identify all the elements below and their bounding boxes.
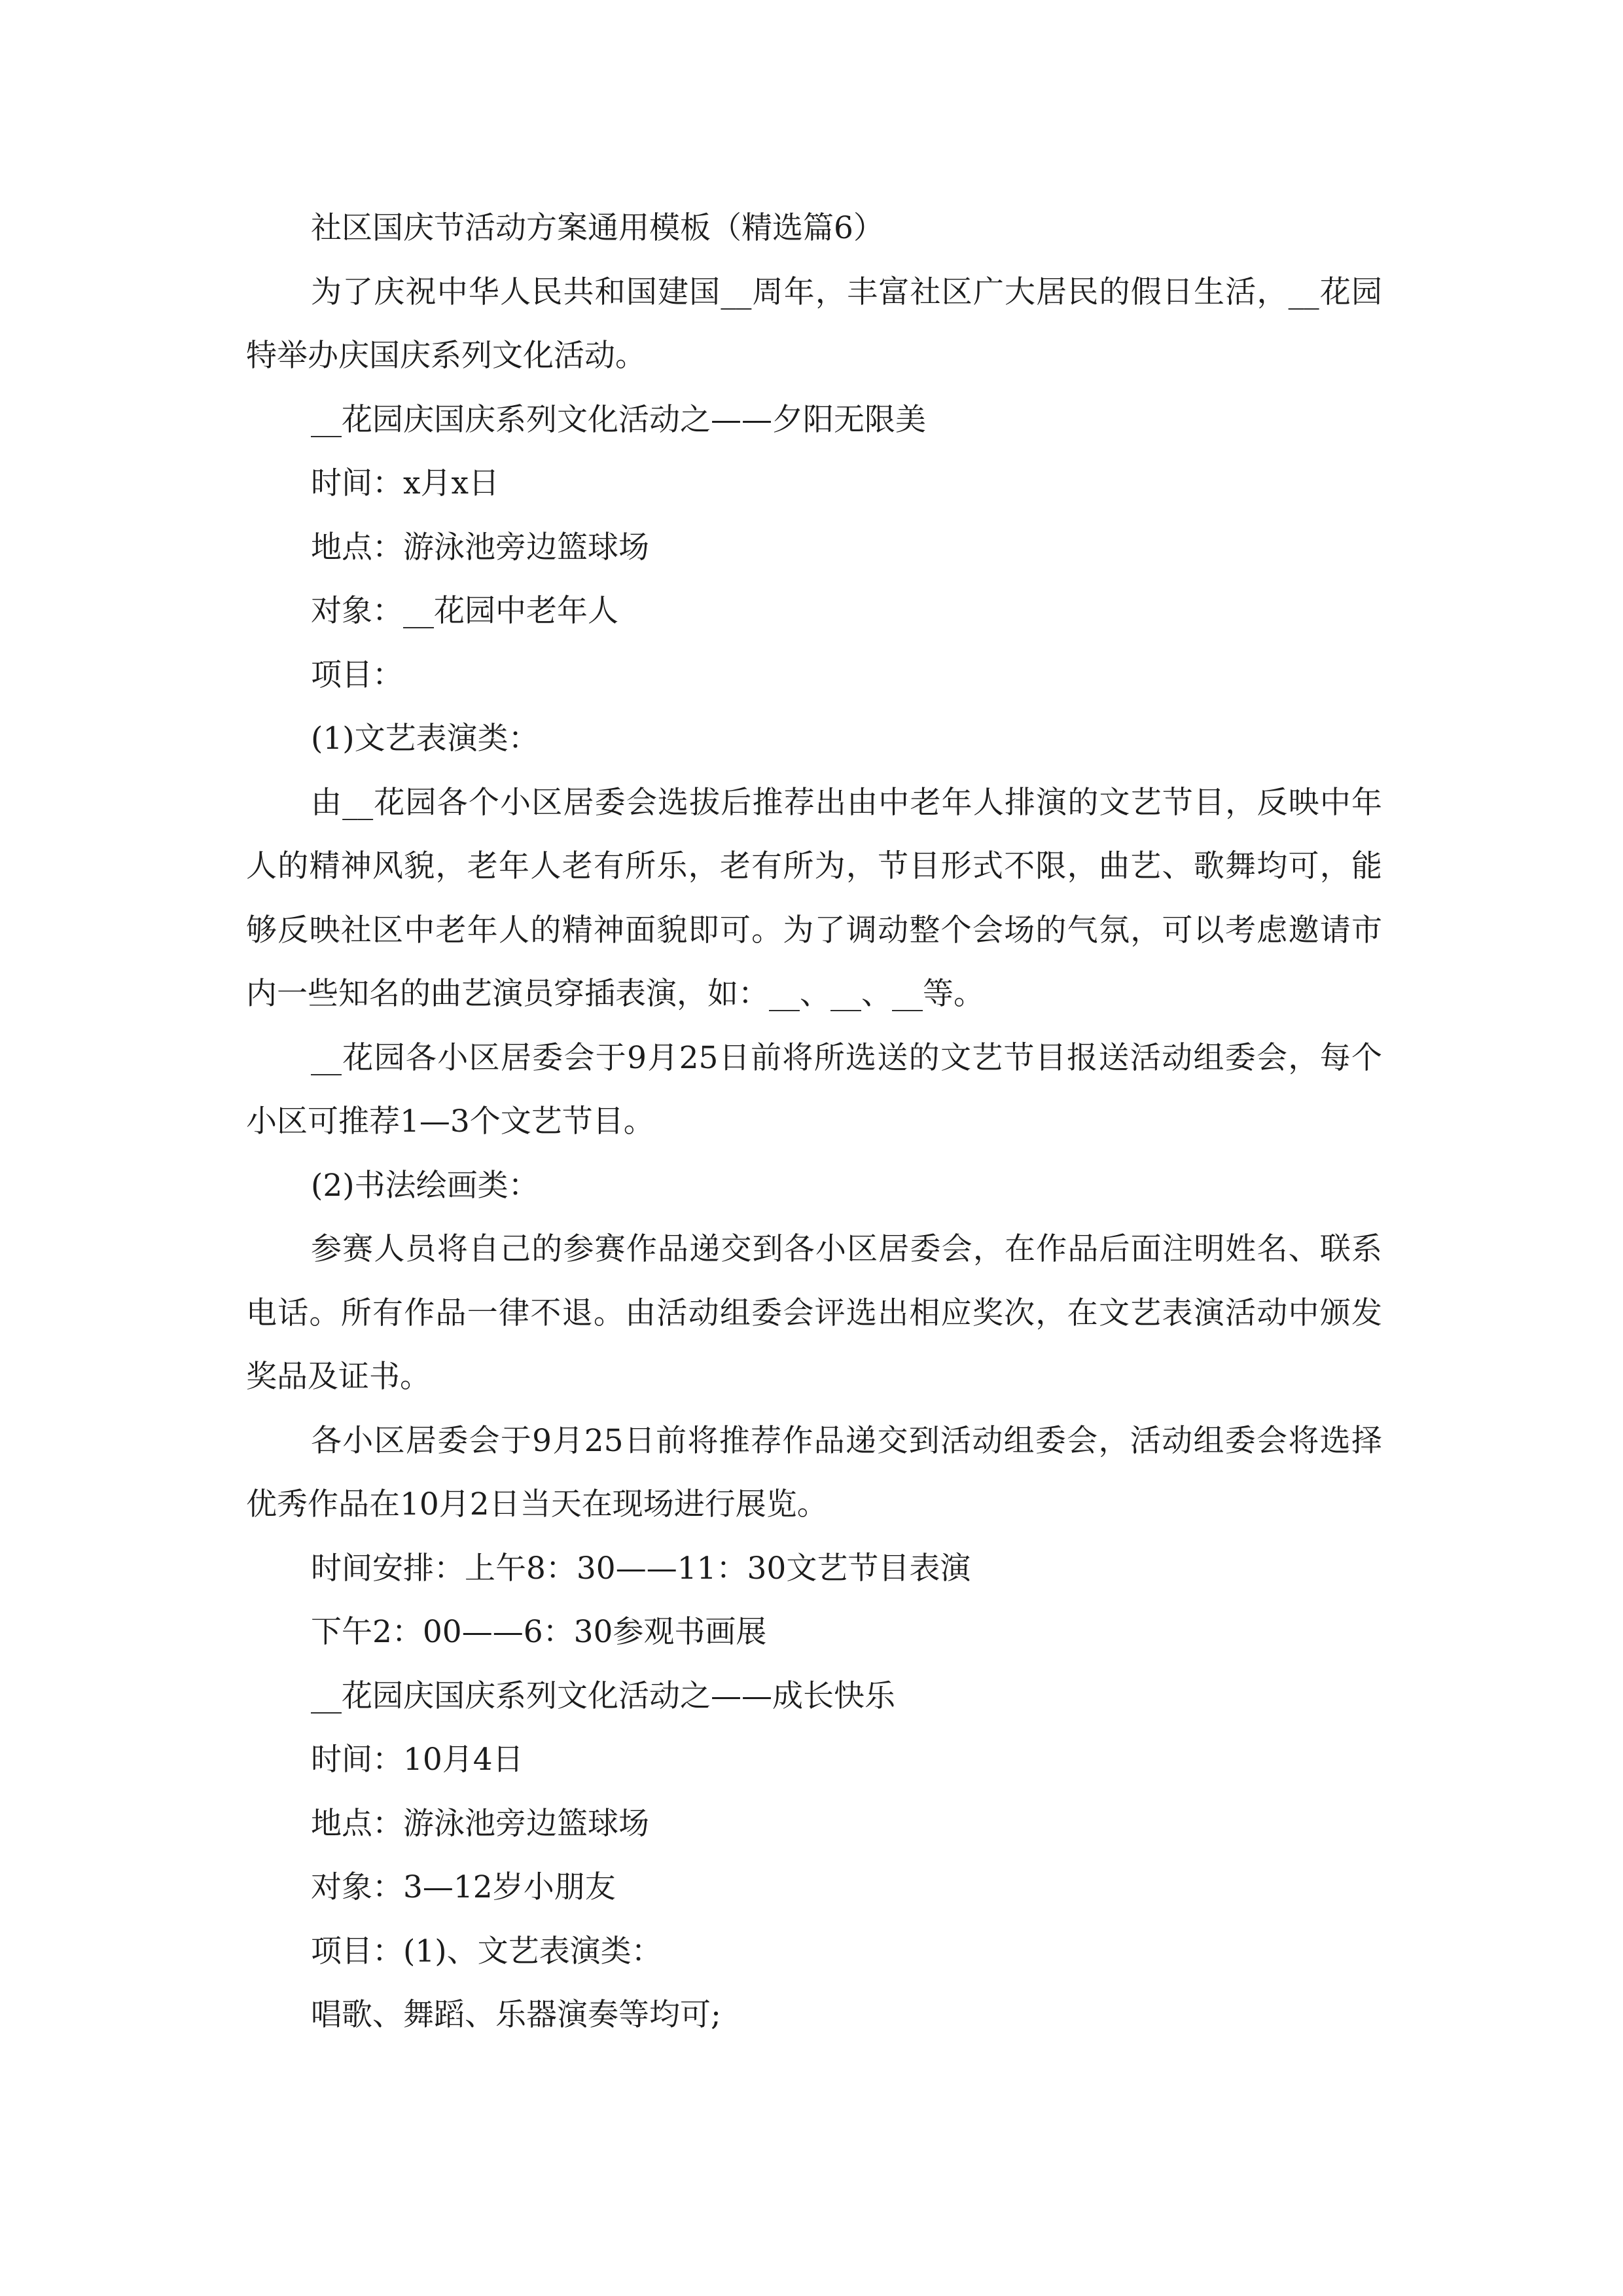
item-heading-calligraphy: (2)书法绘画类： xyxy=(311,1167,539,1204)
schedule-morning: 时间安排：上午8：30——11：30文艺节目表演 xyxy=(311,1550,971,1587)
performance-paragraph: 由__花园各个小区居委会选拔后推荐出由中老年人排演的文艺节目，反映中年人的精神风貌，老年人老有所乐，老有所为，节目形式不限，曲艺、歌舞均可，能够反映社区中老年人的精神面貌即可。为了调动整个会场的气氛，可以考虑邀请市内一些知名的曲艺演员穿插表演，如：__、__、__等。 xyxy=(246,784,1382,1012)
performance-submission-paragraph: __花园各小区居委会于9月25日前将所选送的文艺节目报送活动组委会，每个小区可推荐1—3个文艺节目。 xyxy=(246,1039,1382,1139)
document-title: 社区国庆节活动方案通用模板（精选篇6） xyxy=(311,210,884,246)
event-location-2: 地点：游泳池旁边篮球场 xyxy=(311,1805,649,1842)
event-time-1: 时间：x月x日 xyxy=(311,465,500,501)
item-heading-performance: (1)文艺表演类： xyxy=(311,721,539,757)
event-audience-1: 对象：__花园中老年人 xyxy=(311,593,618,629)
event-time-2: 时间：10月4日 xyxy=(311,1742,524,1778)
event-location-1: 地点：游泳池旁边篮球场 xyxy=(311,529,649,565)
document-body xyxy=(246,196,1382,2047)
calligraphy-paragraph: 参赛人员将自己的参赛作品递交到各小区居委会，在作品后面注明姓名、联系电话。所有作品一律不退。由活动组委会评选出相应奖次，在文艺表演活动中颁发奖品及证书。 xyxy=(246,1231,1382,1395)
section-heading-2: __花园庆国庆系列文化活动之——成长快乐 xyxy=(311,1677,895,1714)
event-audience-2: 对象：3—12岁小朋友 xyxy=(311,1869,616,1905)
schedule-afternoon: 下午2：00——6：30参观书画展 xyxy=(311,1614,767,1650)
performance-types: 唱歌、舞蹈、乐器演奏等均可; xyxy=(311,1997,721,2033)
event-items-2: 项目：(1)、文艺表演类： xyxy=(311,1933,662,1969)
intro-paragraph: 为了庆祝中华人民共和国建国__周年，丰富社区广大居民的假日生活，__花园特举办庆国庆系列文化活动。 xyxy=(246,274,1382,374)
event-items-label-1: 项目： xyxy=(311,656,403,693)
section-heading-1: __花园庆国庆系列文化活动之——夕阳无限美 xyxy=(311,401,926,438)
calligraphy-submission-paragraph: 各小区居委会于9月25日前将推荐作品递交到活动组委会，活动组委会将选择优秀作品在10月2日当天在现场进行展览。 xyxy=(246,1422,1382,1522)
